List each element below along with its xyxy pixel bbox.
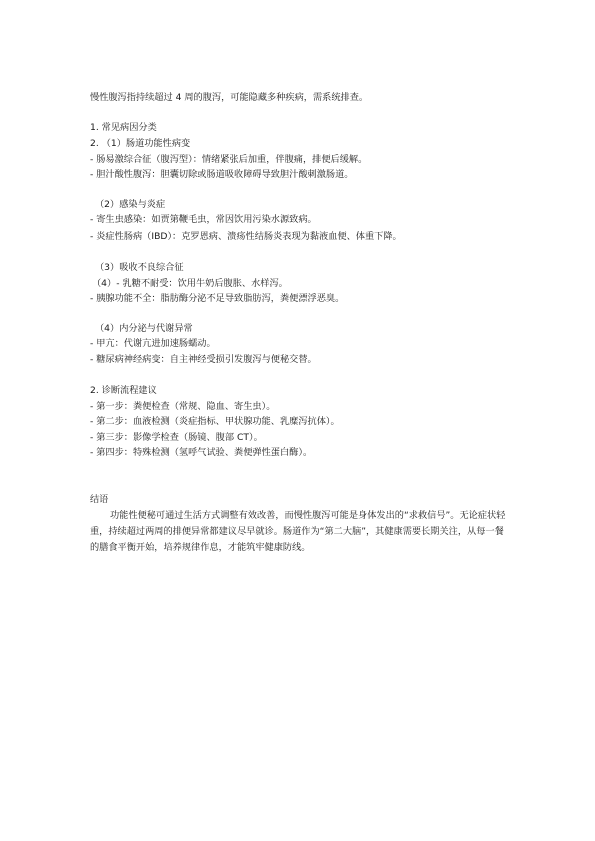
section-2-title: 2. 诊断流程建议 — [90, 385, 157, 396]
list-item: - 第二步：血液检测（炎症指标、甲状腺功能、乳糜泻抗体）。 — [90, 416, 340, 427]
list-item: - 第三步：影像学检查（肠镜、腹部 CT）。 — [90, 432, 263, 443]
list-item: - 寄生虫感染：如贾第鞭毛虫，常因饮用污染水源致病。 — [90, 214, 317, 225]
subsection-heading: （2）感染与炎症 — [95, 199, 166, 210]
list-item: - 胆汁酸性腹泻：胆囊切除或肠道吸收障碍导致胆汁酸刺激肠道。 — [90, 169, 354, 180]
list-item: - 第四步：特殊检测（氢呼气试验、粪便弹性蛋白酶）。 — [90, 447, 313, 458]
conclusion-title: 结语 — [90, 494, 109, 505]
intro-text: 慢性腹泻指持续超过 4 周的腹泻，可能隐藏多种疾病，需系统排查。 — [90, 92, 369, 103]
subsection-heading: （4）内分泌与代谢异常 — [95, 323, 193, 334]
section-1-title: 1. 常见病因分类 — [90, 122, 157, 133]
list-item: - 甲亢：代谢亢进加速肠蠕动。 — [90, 338, 216, 349]
list-item: - 第一步：粪便检查（常规、隐血、寄生虫）。 — [90, 401, 276, 412]
conclusion-body: 功能性便秘可通过生活方式调整有效改善，而慢性腹泻可能是身体发出的“求救信号”。无论症状轻重，持续超过两周的排便异常都建议尽早就诊。肠道作为“第二大脑”，其健康需要长期关注，从每一餐的膳食平衡开始，培养规律作息，才能筑牢健康防线。 — [90, 510, 506, 553]
subsection-heading: 2. （1）肠道功能性病变 — [90, 138, 191, 149]
list-item: - 胰腺功能不全：脂肪酶分泌不足导致脂肪泻，粪便漂浮恶臭。 — [90, 293, 345, 304]
list-item: - 糖尿病神经病变：自主神经受损引发腹泻与便秘交替。 — [90, 354, 317, 365]
conclusion-paragraph — [90, 508, 508, 556]
list-item: - 肠易激综合征（腹泻型）：情绪紧张后加重，伴腹痛，排便后缓解。 — [90, 154, 368, 165]
list-item: - 炎症性肠病（IBD）：克罗恩病、溃疡性结肠炎表现为黏液血便、体重下降。 — [90, 231, 402, 242]
list-item: （4）- 乳糖不耐受：饮用牛奶后腹胀、水样泻。 — [92, 278, 288, 289]
subsection-heading: （3）吸收不良综合征 — [95, 262, 184, 273]
